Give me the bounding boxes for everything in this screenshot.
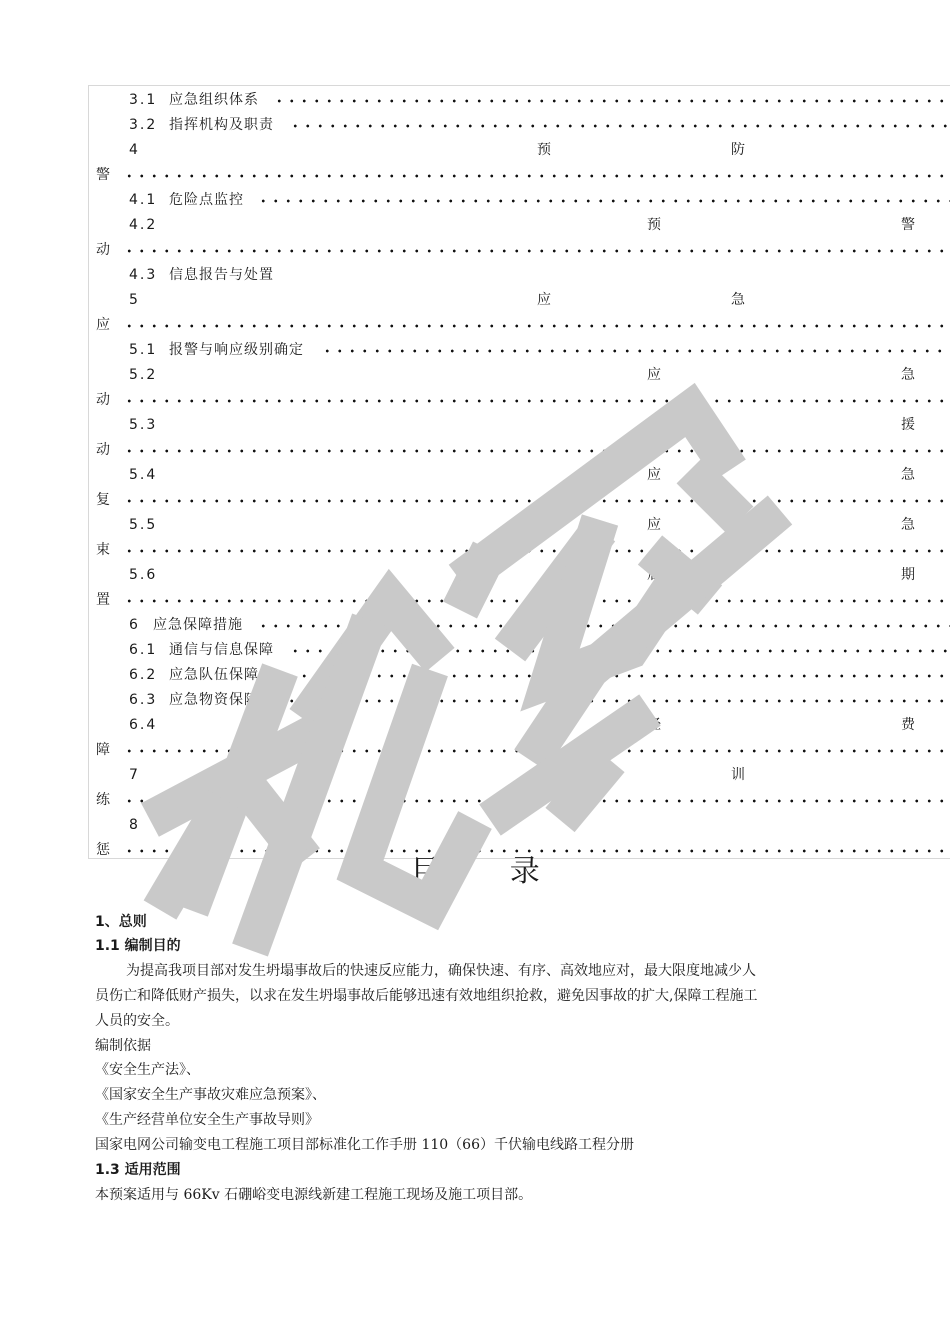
toc-entry-number: 5.3 — [129, 417, 158, 433]
toc-entry — [89, 188, 950, 213]
toc-entry-label-part: 急 — [901, 467, 915, 483]
toc-entry-number: 6 — [129, 617, 140, 633]
toc-entry-label: 信息报告与处置 — [169, 267, 274, 283]
toc-entry-label-part: 急 — [731, 292, 745, 308]
toc-entry — [89, 688, 950, 713]
toc-entry-continuation — [89, 588, 950, 613]
section-1-title: 1、总则 — [95, 914, 147, 930]
toc-entry-wrap-char: 束 — [96, 542, 110, 558]
toc-entry-number: 5.6 — [129, 567, 158, 583]
dot-leader — [123, 174, 950, 178]
toc-entry — [89, 213, 950, 238]
toc-entry-label-part: 预 — [647, 217, 661, 233]
toc-entry-number: 8 — [129, 817, 140, 833]
toc-entry-label-part: 应 — [537, 292, 551, 308]
toc-entry-number: 6.2 — [129, 667, 158, 683]
toc-entry-number: 4.2 — [129, 217, 158, 233]
toc-entry-label: 应急组织体系 — [169, 92, 259, 108]
toc-entry-label-part: 期 — [901, 567, 915, 583]
toc-entry-number: 5.5 — [129, 517, 158, 533]
toc-entry-number: 5.1 — [129, 342, 158, 358]
toc-entry-number: 5 — [129, 292, 140, 308]
page-heading: 目 录 — [410, 854, 570, 889]
toc-entry-label: 报警与响应级别确定 — [169, 342, 304, 358]
toc-entry-label-part: 救 — [647, 417, 661, 433]
dot-leader — [257, 199, 950, 203]
toc-entry-number: 7 — [129, 767, 140, 783]
toc-entry-number: 6.4 — [129, 717, 158, 733]
toc-entry-label: 危险点监控 — [169, 192, 244, 208]
toc-entry-label-part: 后 — [647, 567, 661, 583]
toc-entry-label-part: 应 — [647, 517, 661, 533]
toc-entry-number: 4.3 — [129, 267, 158, 283]
toc-entry-continuation — [89, 538, 950, 563]
table-of-contents — [88, 85, 950, 859]
toc-entry-label-part: 应 — [647, 367, 661, 383]
basis-item: 《国家安全生产事故灾难应急预案》、 — [95, 1087, 326, 1103]
toc-entry — [89, 363, 950, 388]
toc-entry — [89, 613, 950, 638]
toc-entry-label: 应急物资保障 — [169, 692, 259, 708]
toc-entry-label-part: 预 — [537, 142, 551, 158]
dot-leader — [123, 499, 950, 503]
dot-leader — [123, 324, 950, 328]
toc-entry — [89, 563, 950, 588]
toc-entry-label: 应急队伍保障 — [169, 667, 259, 683]
dot-leader — [289, 124, 950, 128]
basis-item: 《安全生产法》、 — [95, 1062, 200, 1078]
toc-entry-label-part: 急 — [901, 367, 915, 383]
toc-entry — [89, 413, 950, 438]
toc-entry — [89, 638, 950, 663]
toc-entry-wrap-char: 动 — [96, 242, 110, 258]
toc-entry-label: 应急保障措施 — [153, 617, 243, 633]
toc-entry — [89, 288, 950, 313]
toc-entry-number: 4 — [129, 142, 140, 158]
purpose-line-3: 人员的安全。 — [95, 1013, 179, 1029]
toc-entry — [89, 813, 950, 838]
toc-entry-label: 指挥机构及职责 — [169, 117, 274, 133]
toc-entry-wrap-char: 复 — [96, 492, 110, 508]
toc-entry — [89, 338, 950, 363]
toc-entry — [89, 88, 950, 113]
toc-entry-label-part: 经 — [647, 717, 661, 733]
toc-entry-number: 5.4 — [129, 467, 158, 483]
toc-entry-number: 3.1 — [129, 92, 158, 108]
dot-leader — [273, 99, 950, 103]
toc-entry — [89, 263, 950, 288]
toc-entry-wrap-char: 置 — [96, 592, 110, 608]
basis-title: 编制依据 — [95, 1038, 151, 1054]
toc-entry-label-part: 应 — [647, 467, 661, 483]
toc-entry-number: 5.2 — [129, 367, 158, 383]
toc-entry — [89, 463, 950, 488]
scope-text: 本预案适用与 66Kv 石硼峪变电源线新建工程施工现场及施工项目部。 — [95, 1187, 533, 1203]
toc-entry-label-part: 防 — [731, 142, 745, 158]
toc-entry-wrap-char: 动 — [96, 392, 110, 408]
toc-entry-wrap-char: 惩 — [96, 842, 110, 858]
toc-entry-number: 3.2 — [129, 117, 158, 133]
toc-entry-label: 通信与信息保障 — [169, 642, 274, 658]
section-1-1-title: 1.1 编制目的 — [95, 938, 181, 954]
toc-entry-continuation — [89, 788, 950, 813]
dot-leader — [123, 449, 950, 453]
toc-entry — [89, 513, 950, 538]
toc-entry — [89, 713, 950, 738]
toc-entry-wrap-char: 警 — [96, 167, 110, 183]
toc-entry-continuation — [89, 738, 950, 763]
toc-entry-wrap-char: 障 — [96, 742, 110, 758]
toc-entry-wrap-char: 练 — [96, 792, 110, 808]
toc-entry — [89, 138, 950, 163]
toc-entry — [89, 113, 950, 138]
dot-leader — [123, 599, 950, 603]
dot-leader — [123, 749, 950, 753]
toc-entry-continuation — [89, 238, 950, 263]
toc-entry-number: 6.3 — [129, 692, 158, 708]
toc-entry-label-part: 费 — [901, 717, 915, 733]
toc-entry-continuation — [89, 388, 950, 413]
toc-entry — [89, 663, 950, 688]
dot-leader — [123, 249, 950, 253]
toc-entry-continuation — [89, 163, 950, 188]
purpose-line-2: 员伤亡和降低财产损失，以求在发生坍塌事故后能够迅速有效地组织抢救，避免因事故的扩大,保障工程施工 — [95, 988, 758, 1004]
dot-leader — [273, 699, 950, 703]
toc-entry-wrap-char: 动 — [96, 442, 110, 458]
toc-entry-label-part: 警 — [901, 217, 915, 233]
dot-leader — [123, 549, 950, 553]
toc-entry-number: 4.1 — [129, 192, 158, 208]
dot-leader — [273, 674, 950, 678]
toc-entry-label-part: 训 — [731, 767, 745, 783]
basis-item: 《生产经营单位安全生产事故导则》 — [95, 1112, 319, 1128]
toc-entry-number: 6.1 — [129, 642, 158, 658]
basis-item: 国家电网公司输变电工程施工项目部标准化工作手册 110（66）千伏输电线路工程分册 — [95, 1137, 634, 1153]
dot-leader — [289, 649, 950, 653]
dot-leader — [123, 799, 950, 803]
toc-entry — [89, 763, 950, 788]
purpose-line-1: 为提高我项目部对发生坍塌事故后的快速反应能力，确保快速、有序、高效地应对，最大限度地减少人 — [126, 963, 756, 979]
toc-entry-continuation — [89, 488, 950, 513]
dot-leader — [257, 624, 950, 628]
dot-leader — [321, 349, 950, 353]
toc-entry-label-part: 急 — [901, 517, 915, 533]
toc-entry-continuation — [89, 438, 950, 463]
toc-entry-label-part: 援 — [901, 417, 915, 433]
toc-entry-continuation — [89, 313, 950, 338]
toc-entry-wrap-char: 应 — [96, 317, 110, 333]
toc-entry-label-part: 培 — [537, 767, 551, 783]
dot-leader — [123, 399, 950, 403]
section-1-3-title: 1.3 适用范围 — [95, 1162, 181, 1178]
